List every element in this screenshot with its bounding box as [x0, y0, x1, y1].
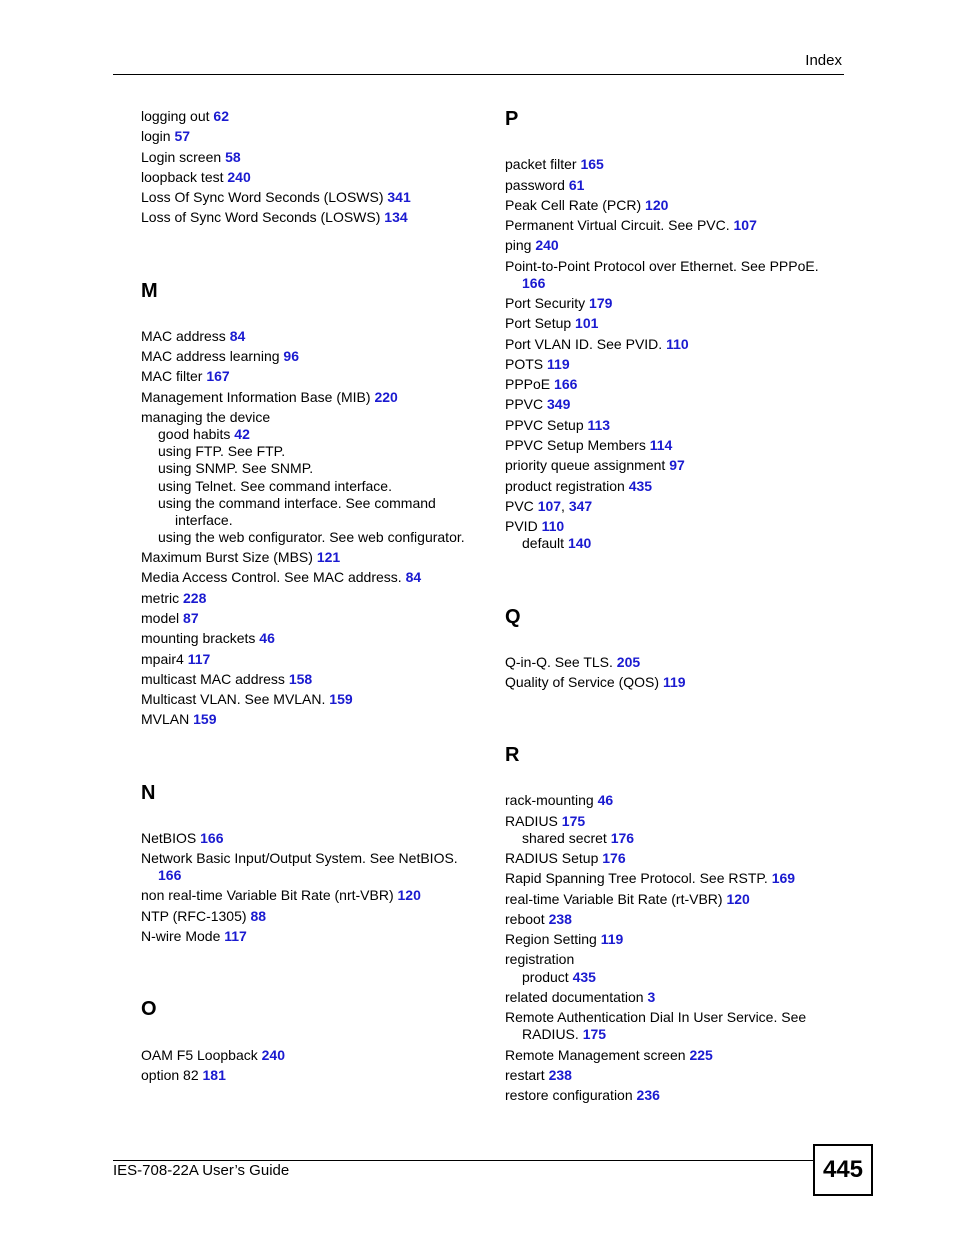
index-entry: [505, 951, 574, 968]
index-term: packet filter: [505, 156, 581, 172]
index-entry: [141, 409, 270, 426]
index-term: PVID: [505, 518, 542, 534]
section-letter: M: [141, 280, 158, 302]
index-term: priority queue assignment: [505, 457, 670, 473]
index-entry: [505, 989, 655, 1006]
index-entry: [505, 870, 795, 887]
index-entry: [505, 417, 610, 434]
index-entry: [505, 356, 570, 373]
index-term: Port VLAN ID. See PVID.: [505, 336, 667, 352]
index-term: Network Basic Input/Output System. See NetBIOS.: [141, 850, 458, 866]
page-link[interactable]: 101: [575, 315, 599, 331]
index-entry: [158, 443, 285, 460]
index-entry: [505, 437, 672, 454]
page-link[interactable]: 166: [522, 275, 546, 291]
page-link[interactable]: 84: [229, 328, 246, 344]
footer-guide-title: IES-708-22A User’s Guide: [113, 1162, 290, 1179]
section-letter: N: [141, 782, 156, 804]
page-link[interactable]: 97: [669, 457, 685, 473]
index-term: Quality of Service (QOS): [505, 674, 663, 690]
page-link[interactable]: 205: [616, 654, 641, 670]
page-link[interactable]: 238: [548, 1067, 572, 1083]
page-link[interactable]: 119: [547, 356, 570, 372]
index-term: Media Access Control. See MAC address.: [141, 569, 406, 585]
index-term: Rapid Spanning Tree Protocol. See RSTP.: [505, 870, 772, 886]
index-term: MAC filter: [141, 368, 207, 384]
page-link[interactable]: 140: [567, 535, 592, 551]
index-term: OAM F5 Loopback: [141, 1047, 262, 1063]
index-term: product: [522, 969, 573, 985]
index-entry: [141, 549, 340, 566]
page-link[interactable]: 134: [384, 209, 408, 225]
page-link[interactable]: 120: [726, 891, 750, 907]
page-link[interactable]: 57: [174, 128, 191, 144]
index-entry: [522, 1026, 606, 1043]
index-entry: [141, 691, 353, 708]
index-term: Maximum Burst Size (MBS): [141, 549, 317, 565]
page-link[interactable]: 165: [580, 156, 604, 172]
page-link[interactable]: 159: [329, 691, 353, 707]
page-link[interactable]: 117: [224, 928, 247, 944]
page-link[interactable]: 220: [374, 389, 398, 405]
index-term: real-time Variable Bit Rate (rt-VBR): [505, 891, 727, 907]
index-term: RADIUS Setup: [505, 850, 603, 866]
index-entry: [141, 887, 421, 904]
index-term: Remote Management screen: [505, 1047, 690, 1063]
running-header: Index: [805, 52, 842, 69]
index-term: Point-to-Point Protocol over Ethernet. See PPPoE.: [505, 258, 819, 274]
page-link[interactable]: 240: [261, 1047, 285, 1063]
page-link[interactable]: 179: [589, 295, 613, 311]
page-link[interactable]: 84: [405, 569, 422, 585]
page-link[interactable]: 240: [535, 237, 559, 253]
page-link[interactable]: 166: [158, 867, 182, 883]
index-entry: [505, 295, 612, 312]
page-link[interactable]: 46: [259, 630, 275, 646]
index-term: login: [141, 128, 175, 144]
page-link[interactable]: 119: [600, 931, 624, 947]
index-term: option 82: [141, 1067, 203, 1083]
index-term: restart: [505, 1067, 549, 1083]
index-term: using FTP. See FTP.: [158, 443, 286, 459]
index-term: mpair4: [141, 651, 188, 667]
index-entry: [505, 237, 559, 254]
index-entry: [141, 169, 251, 186]
index-term: model: [141, 610, 184, 626]
index-term: Management Information Base (MIB): [141, 389, 375, 405]
index-term: using the web configurator. See web configurator.: [158, 529, 465, 545]
index-term: Remote Authentication Dial In User Service. See: [505, 1009, 807, 1025]
header-rule: [113, 74, 844, 75]
page-link[interactable]: 107: [733, 217, 757, 233]
index-term: NetBIOS: [141, 830, 201, 846]
page-link[interactable]: 341: [387, 189, 411, 205]
index-term: MAC address: [141, 328, 230, 344]
index-term: PPVC Setup: [505, 417, 588, 433]
page-link[interactable]: 166: [200, 830, 224, 846]
index-term: password: [505, 177, 569, 193]
index-entry: [141, 1067, 226, 1084]
index-term: Permanent Virtual Circuit. See PVC.: [505, 217, 734, 233]
index-entry: [505, 813, 585, 830]
page-link[interactable]: 236: [636, 1087, 660, 1103]
index-term: shared secret: [522, 830, 611, 846]
index-term: registration: [505, 951, 575, 967]
index-entry: [505, 498, 592, 515]
page-link[interactable]: 238: [548, 911, 572, 927]
index-entry: [505, 478, 652, 495]
index-entry: [505, 197, 668, 214]
index-entry: [141, 389, 398, 406]
index-entry: [141, 610, 199, 627]
page-link[interactable]: 228: [183, 590, 207, 606]
index-entry: [505, 315, 598, 332]
index-entry: [505, 911, 572, 928]
index-term: N-wire Mode: [141, 928, 225, 944]
index-entry: [522, 969, 596, 986]
page-link[interactable]: 113: [587, 417, 611, 433]
index-term: product registration: [505, 478, 629, 494]
index-entry: [505, 1009, 806, 1026]
page-link[interactable]: 159: [193, 711, 217, 727]
footer-rule: [113, 1160, 813, 1161]
page-link[interactable]: 110: [541, 518, 565, 534]
index-term: POTS: [505, 356, 548, 372]
index-entry: [505, 258, 819, 275]
index-term: Loss Of Sync Word Seconds (LOSWS): [141, 189, 388, 205]
index-entry: [505, 1087, 660, 1104]
page-number: 445: [813, 1144, 873, 1196]
index-term: Peak Cell Rate (PCR): [505, 197, 646, 213]
page-link[interactable]: 175: [561, 813, 586, 829]
index-term: interface.: [175, 512, 233, 528]
index-term: managing the device: [141, 409, 271, 425]
index-term: logging out: [141, 108, 214, 124]
index-entry: [505, 654, 640, 671]
index-entry: [141, 108, 229, 125]
index-entry: [158, 495, 436, 512]
page-link[interactable]: 166: [554, 376, 578, 392]
index-entry: [505, 674, 686, 691]
page-link[interactable]: 107: [537, 498, 562, 514]
index-term: multicast MAC address: [141, 671, 289, 687]
page-link[interactable]: 225: [689, 1047, 713, 1063]
index-term: mounting brackets: [141, 630, 260, 646]
index-entry: [505, 518, 564, 535]
page-link[interactable]: 58: [225, 149, 241, 165]
index-term: using SNMP. See SNMP.: [158, 460, 314, 476]
index-entry: [158, 867, 181, 884]
index-entry: [141, 569, 421, 586]
index-entry: [141, 630, 275, 647]
page-link[interactable]: 175: [582, 1026, 607, 1042]
index-entry: [522, 275, 545, 292]
index-term: MVLAN: [141, 711, 194, 727]
index-term: RADIUS.: [522, 1026, 583, 1042]
index-term: PPVC Setup Members: [505, 437, 650, 453]
index-entry: [175, 512, 233, 529]
page-link[interactable]: 169: [771, 870, 796, 886]
page-link[interactable]: 46: [597, 792, 614, 808]
index-entry: [505, 376, 577, 393]
page-link[interactable]: 176: [602, 850, 626, 866]
page-link[interactable]: 88: [250, 908, 267, 924]
index-term: restore configuration: [505, 1087, 637, 1103]
index-entry: [505, 217, 757, 234]
index-entry: [141, 711, 216, 728]
section-letter: P: [505, 108, 519, 130]
page-link[interactable]: 117: [187, 651, 211, 667]
page-link[interactable]: 167: [206, 368, 230, 384]
index-entry: [158, 478, 392, 495]
section-letter: R: [505, 744, 520, 766]
index-entry: [141, 830, 224, 847]
index-entry: [141, 908, 266, 925]
index-entry: [141, 189, 411, 206]
index-entry: [141, 209, 408, 226]
index-term: NTP (RFC-1305): [141, 908, 251, 924]
index-term: related documentation: [505, 989, 648, 1005]
index-term: MAC address learning: [141, 348, 284, 364]
index-term: Region Setting: [505, 931, 601, 947]
index-entry: [141, 368, 230, 385]
section-letter: O: [141, 998, 157, 1020]
index-entry: [158, 426, 250, 443]
index-term: RADIUS: [505, 813, 562, 829]
index-entry: [505, 931, 623, 948]
page-link[interactable]: 435: [572, 969, 596, 985]
index-entry: [505, 792, 613, 809]
page-link[interactable]: 435: [628, 478, 653, 494]
page-link[interactable]: 96: [283, 348, 299, 364]
page-link[interactable]: 158: [288, 671, 313, 687]
index-entry: [141, 328, 245, 345]
index-entry: [505, 850, 626, 867]
index-entry: [141, 671, 312, 688]
index-term: ping: [505, 237, 536, 253]
index-term: good habits: [158, 426, 235, 442]
index-term: Port Security: [505, 295, 590, 311]
index-entry: [141, 590, 206, 607]
section-letter: Q: [505, 606, 521, 628]
page-link[interactable]: 120: [645, 197, 669, 213]
index-term: Q-in-Q. See TLS.: [505, 654, 617, 670]
index-entry: [141, 1047, 285, 1064]
page-link[interactable]: 176: [610, 830, 635, 846]
index-entry: [141, 928, 247, 945]
index-entry: [141, 348, 299, 365]
index-term: PVC: [505, 498, 538, 514]
index-entry: [141, 149, 241, 166]
index-entry: [141, 128, 190, 145]
page-link[interactable]: 119: [662, 674, 686, 690]
page-link[interactable]: 87: [183, 610, 199, 626]
page-link[interactable]: 120: [397, 887, 421, 903]
page-link[interactable]: 110: [666, 336, 689, 352]
index-term: Login screen: [141, 149, 226, 165]
index-entry: [522, 535, 591, 552]
page-link[interactable]: 62: [213, 108, 229, 124]
page-link[interactable]: 61: [568, 177, 585, 193]
page-link[interactable]: 181: [202, 1067, 226, 1083]
index-term: Multicast VLAN. See MVLAN.: [141, 691, 330, 707]
index-entry: [505, 336, 689, 353]
index-entry: [505, 891, 750, 908]
index-term: rack-mounting: [505, 792, 598, 808]
index-term: reboot: [505, 911, 549, 927]
page-link[interactable]: 3: [647, 989, 656, 1005]
page-link[interactable]: 42: [234, 426, 250, 442]
page-separator: ,: [561, 498, 569, 514]
index-entry: [505, 1047, 713, 1064]
index-term: using the command interface. See command: [158, 495, 436, 511]
page-link[interactable]: 349: [547, 396, 571, 412]
page-link[interactable]: 347: [568, 498, 593, 514]
index-entry: [158, 460, 313, 477]
index-entry: [141, 850, 458, 867]
index-term: default: [522, 535, 568, 551]
index-term: metric: [141, 590, 183, 606]
page-link[interactable]: 121: [316, 549, 341, 565]
index-term: Port Setup: [505, 315, 576, 331]
index-term: loopback test: [141, 169, 228, 185]
index-entry: [505, 177, 584, 194]
page-link[interactable]: 114: [649, 437, 673, 453]
page-link[interactable]: 240: [227, 169, 251, 185]
index-term: non real-time Variable Bit Rate (nrt-VBR): [141, 887, 398, 903]
index-entry: [505, 1067, 572, 1084]
index-entry: [141, 651, 210, 668]
index-entry: [505, 396, 570, 413]
index-entry: [522, 830, 634, 847]
index-term: PPVC: [505, 396, 548, 412]
index-entry: [158, 529, 465, 546]
index-term: using Telnet. See command interface.: [158, 478, 392, 494]
index-term: Loss of Sync Word Seconds (LOSWS): [141, 209, 385, 225]
index-term: PPPoE: [505, 376, 555, 392]
index-entry: [505, 457, 685, 474]
index-entry: [505, 156, 604, 173]
